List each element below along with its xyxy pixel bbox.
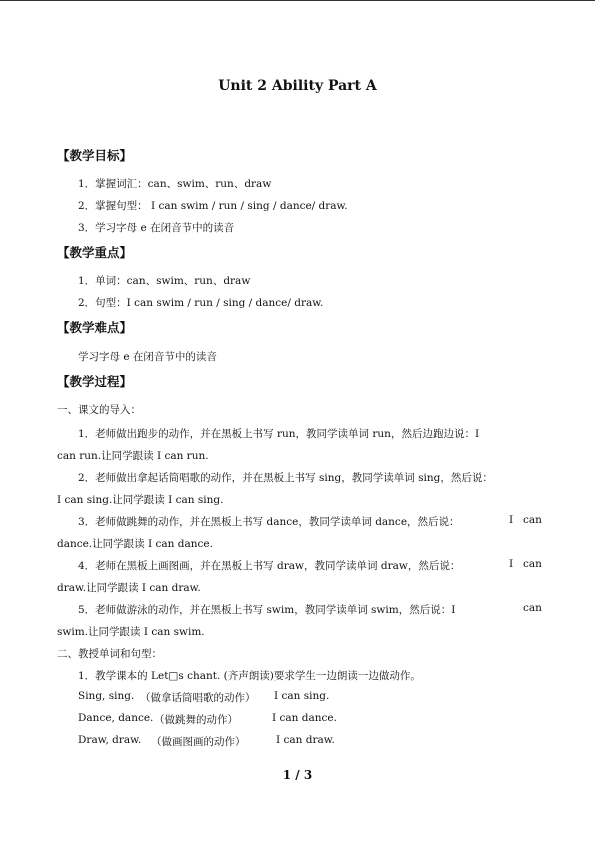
heading-difficulties: 【教学难点】 [57,320,133,335]
objective-item: 1．掌握词汇：can、swim、run、draw [78,178,272,190]
key-point-item: 1．单词：can、swim、run、draw [78,275,251,287]
chant-line-word: Draw, draw. [78,734,142,746]
chant-line-action: （做拿话筒唱歌的动作） [140,692,256,704]
objective-item: 2．掌握句型： I can swim / run / sing / dance/ draw. [78,200,348,212]
process-step-5: 5．老师做游泳的动作，并在黑板上书写 swim，教同学读单词 swim，然后说：I [78,604,456,616]
top-rule [0,0,595,1]
chant-line-sentence: I can draw. [276,734,335,746]
process-part1-title: 一、课文的导入： [57,404,141,416]
process-step-4-cont: draw.让同学跟读 I can draw. [57,582,201,594]
page-title: Unit 2 Ability Part A [218,78,377,94]
process-step-4-i: I [509,558,514,570]
chant-line-action: （做画图画的动作） [151,736,246,748]
chant-line-action: （做跳舞的动作） [154,714,238,726]
process-chant-step: 1．教学课本的 Let□s chant. (齐声朗读)要求学生一边朗读一边做动作。 [78,670,421,682]
heading-process: 【教学过程】 [57,374,133,389]
chant-line-word: Dance, dance. [78,712,154,724]
process-step-1: 1．老师做出跑步的动作，并在黑板上书写 run，教同学读单词 run，然后边跑边说：I [78,428,480,440]
chant-line-sentence: I can sing. [274,690,330,702]
heading-objectives: 【教学目标】 [57,148,133,163]
key-point-item: 2．句型：I can swim / run / sing / dance/ draw. [78,297,324,309]
process-step-4-can: can [523,558,542,570]
page-number: 1 / 3 [282,768,313,782]
process-step-3-can: can [523,514,542,526]
process-step-3-i: I [509,514,514,526]
process-step-2-cont: I can sing.让同学跟读 I can sing. [57,494,224,506]
process-step-4: 4．老师在黑板上画图画，并在黑板上书写 draw，教同学读单词 draw，然后说： [78,560,461,572]
chant-line-sentence: I can dance. [272,712,337,724]
process-step-3-cont: dance.让同学跟读 I can dance. [57,538,213,550]
chant-line-word: Sing, sing. [78,690,135,702]
process-step-5-cont: swim.让同学跟读 I can swim. [57,626,205,638]
process-part2-title: 二、教授单词和句型： [57,648,162,660]
process-step-5-can: can [523,602,542,614]
heading-key-points: 【教学重点】 [57,245,133,260]
objective-item: 3．学习字母 e 在闭音节中的读音 [78,222,235,234]
process-step-1-cont: can run.让同学跟读 I can run. [57,450,209,462]
difficulty-item: 学习字母 e 在闭音节中的读音 [78,351,217,363]
process-step-3: 3．老师做跳舞的动作，并在黑板上书写 dance，教同学读单词 dance，然后说： [78,516,460,528]
process-step-2: 2．老师做出拿起话筒唱歌的动作，并在黑板上书写 sing，教同学读单词 sing，然后说： [78,472,493,484]
